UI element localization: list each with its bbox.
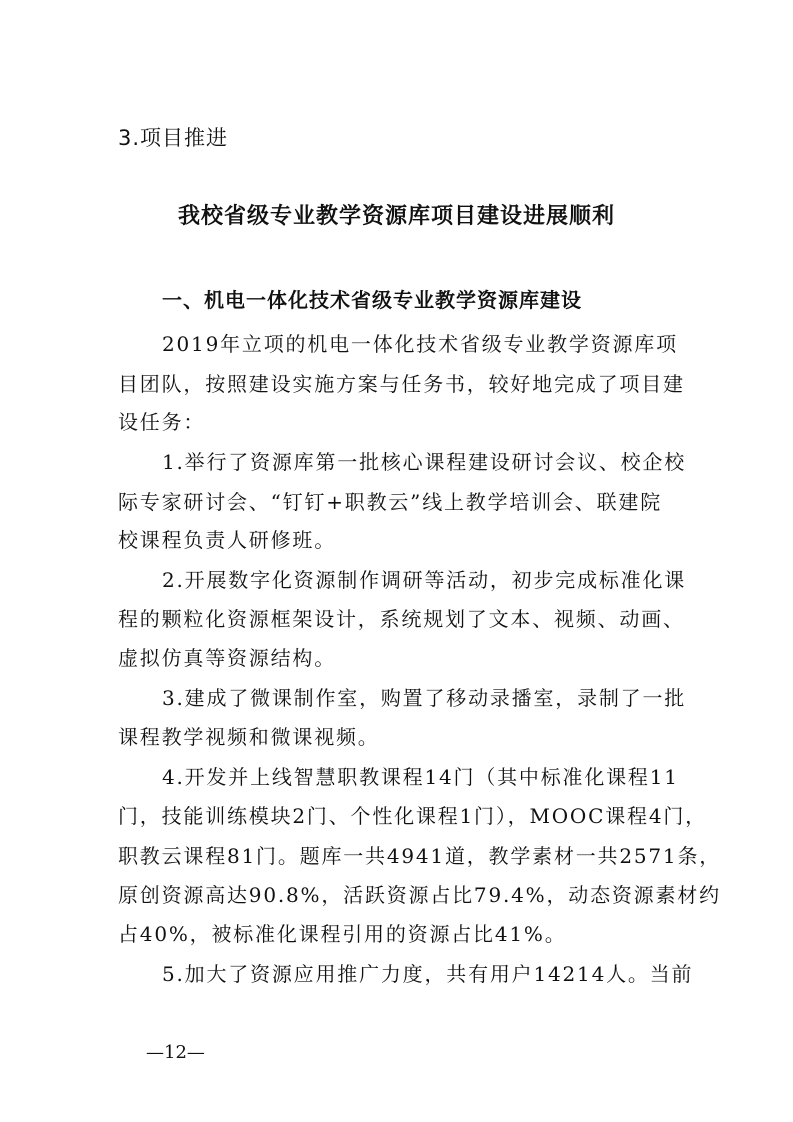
section-subheading: 一、机电一体化技术省级专业教学资源库建设 [162,288,582,312]
body-line: 目团队，按照建设实施方案与任务书，较好地完成了项目建 [118,372,685,396]
body-line: 2019年立项的机电一体化技术省级专业教学资源库项 [162,332,678,356]
body-line: 2.开展数字化资源制作调研等活动，初步完成标准化课 [162,568,687,592]
body-line: 课程教学视频和微课视频。 [118,725,380,749]
body-line: 门，技能训练模块2门、个性化课程1门），MOOC课程4门， [118,804,707,828]
body-line: 5.加大了资源应用推广力度，共有用户14214人。当前 [162,962,694,986]
body-line: 1.举行了资源库第一批核心课程建设研讨会议、校企校 [162,450,687,474]
body-line: 设任务： [118,410,206,434]
document-title: 我校省级专业教学资源库项目建设进展顺利 [177,204,615,229]
body-line: 校课程负责人研修班。 [118,528,336,552]
body-line: 4.开发并上线智慧职教课程14门（其中标准化课程11 [162,765,679,789]
body-line: 原创资源高达90.8%，活跃资源占比79.4%，动态资源素材约 [118,883,721,907]
body-line: 占40%，被标准化课程引用的资源占比41%。 [118,922,567,946]
body-line: 际专家研讨会、“钉钉+职教云”线上教学培训会、联建院 [118,490,663,514]
section-label: 3.项目推进 [118,126,229,150]
body-line: 程的颗粒化资源框架设计，系统规划了文本、视频、动画、 [118,607,685,631]
body-line: 虚拟仿真等资源结构。 [118,646,336,670]
body-line: 3.建成了微课制作室，购置了移动录播室，录制了一批 [162,686,687,710]
page-number: —12— [146,1042,205,1063]
body-line: 职教云课程81门。题库一共4941道，教学素材一共2571条， [118,844,722,868]
